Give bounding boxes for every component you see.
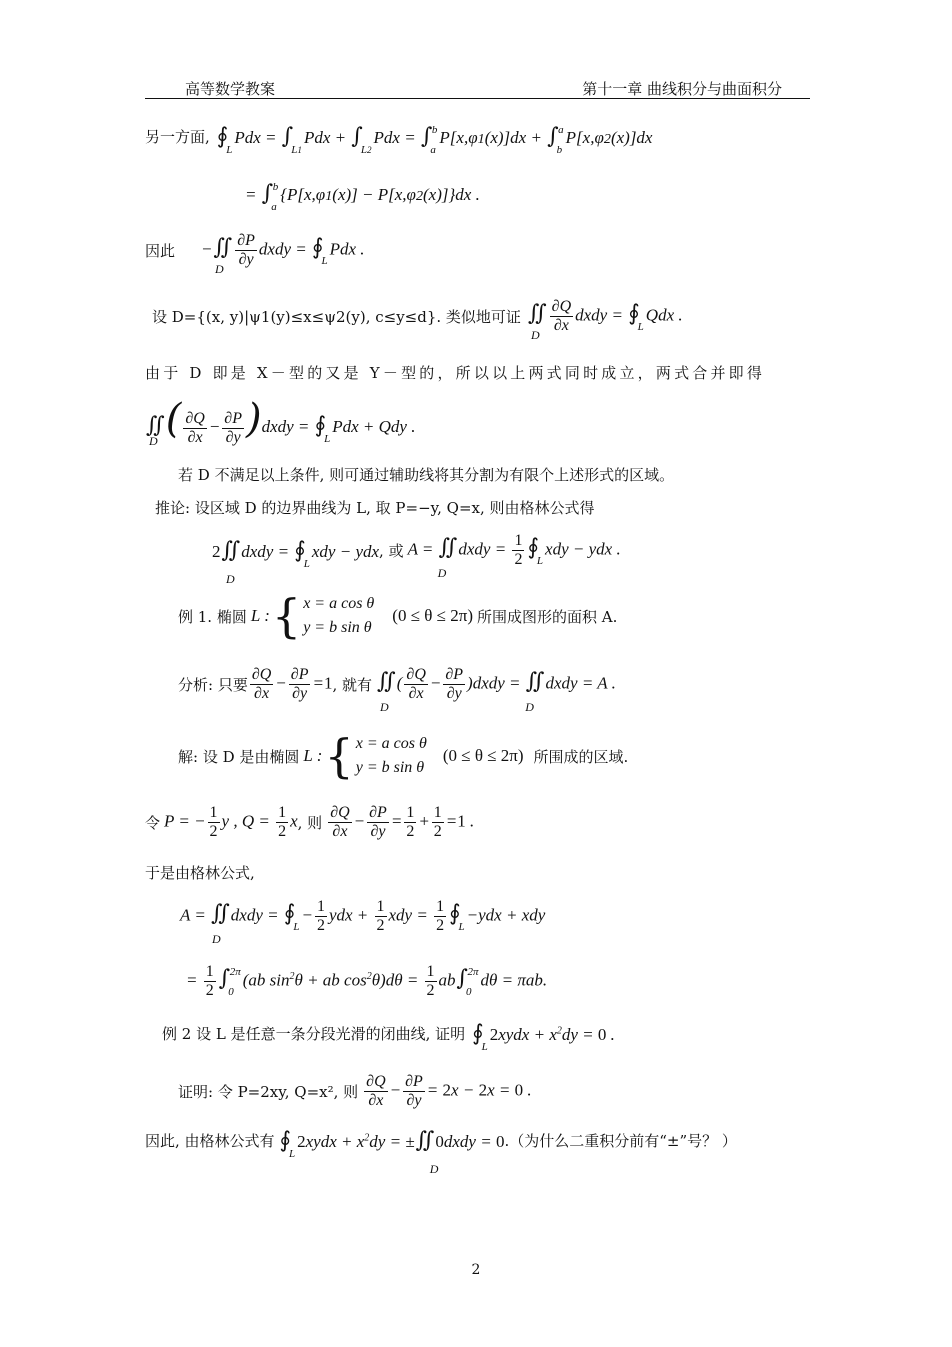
line-4 — [152, 298, 683, 342]
an-math-b: ∬ D ( $\frac{\partial Q}{\partial x}$ − $\frac{\partial P}{\partial y}$ )dxdy = ∬ D dxdy = A . — [377, 666, 616, 714]
let-then: , 则 — [297, 814, 323, 832]
conc-math: $∮_L2xydx + x^2dy$ = ±∬ D 0dxdy = 0 — [279, 1128, 505, 1176]
ex2-math: $∮_L2xydx + x^2dy = 0$ . — [472, 1021, 615, 1053]
l2-math: = $\int_a^b$ {P[x,φ1(x)] − P[x,φ2(x)]}dx . — [245, 181, 480, 213]
example-2 — [162, 1021, 615, 1053]
solution: 解: 设 D 是由椭圆 L : { x = a cos θ y = b sin θ (0 ≤ θ ≤ 2π) 所围成的区域. — [178, 729, 629, 783]
an-math-a: $\frac{\partial Q}{\partial x}$ − $\frac{\partial P}{\partial y}$ =1 — [251, 666, 333, 702]
line-8 — [155, 497, 595, 518]
area-math-2: = $\frac{1}{2}$ $\int_0^{2\pi}$ (ab $\sin^2\theta$ + ab $\cos^2\theta)d\theta$ = $\frac{1}{2}$ $ab\int_0^{2\pi}$ dθ = πab. — [186, 963, 548, 999]
line-5 — [145, 362, 765, 383]
conclusion — [145, 1128, 737, 1176]
sol-brace: { — [324, 729, 354, 783]
sol-label: 解: 设 D 是由椭圆 — [178, 747, 300, 766]
ex1-label: 例 1. 椭圆 — [178, 607, 247, 626]
ex1-brace: { — [271, 589, 302, 643]
l7-text: 若 D 不满足以上条件, 则可通过辅助线将其分割为有限个上述形式的区域。 — [178, 466, 675, 484]
an-label: 分析: 只要 — [178, 676, 248, 694]
l3-intro: 因此 — [145, 242, 176, 260]
ex2-text: 例 2 设 L 是任意一条分段光滑的闭曲线, 证明 — [162, 1025, 466, 1043]
conc-tail: .（为什么二重积分前有“±”号？ ） — [504, 1132, 737, 1150]
sol-system: x = a cos θ y = b sin θ — [355, 735, 427, 776]
line-9 — [212, 532, 621, 586]
page-header — [145, 74, 810, 99]
line-3 — [145, 232, 365, 276]
header-left: 高等数学教案 — [185, 80, 276, 98]
l9-math-b: A = ∬ D dxdy = $\frac{1}{2}$ $∮_Lxdy$ − ydx . — [407, 532, 621, 580]
proof — [178, 1073, 532, 1110]
page-number: 2 — [471, 1262, 481, 1278]
l3-math: −∬ D $\frac{\partial P}{\partial y}$ dxdy = $∮_LPdx$ . — [201, 232, 365, 276]
l9-or: , 或 — [379, 542, 404, 560]
ex1-system: x = a cos θ y = b sin θ — [303, 595, 375, 636]
let-label: 令 — [145, 814, 161, 832]
conc-label: 因此, 由格林公式有 — [145, 1132, 275, 1150]
ex1-text: 所围成图形的面积 A. — [477, 607, 618, 626]
l1-intro: 另一方面, — [145, 128, 210, 146]
l8-text: 推论: 设区域 D 的边界曲线为 L, 取 P=−y, Q=x, 则由格林公式得 — [155, 499, 595, 517]
line-7 — [178, 464, 674, 485]
green-text: 于是由格林公式, — [145, 864, 255, 882]
pf-label: 证明: 令 P=2xy, Q=x², 则 — [178, 1083, 359, 1101]
l6-math: ∬ D ( $\frac{\partial Q}{\partial x}$ − $\frac{\partial P}{\partial y}$ )dxdy = $∮_LPdx$ + Qdy . — [146, 396, 416, 448]
sol-text: 所围成的区域. — [533, 747, 629, 766]
pf-math: $\frac{\partial Q}{\partial x}$ − $\frac{\partial P}{\partial y}$ = 2x − 2x = 0 . — [366, 1073, 532, 1109]
line-1 — [145, 124, 653, 156]
an-mid: , 就有 — [332, 676, 372, 694]
ex1-range: (0 ≤ θ ≤ 2π) — [392, 606, 474, 625]
analysis — [178, 666, 616, 714]
line-2 — [245, 181, 480, 213]
l5-text: 由于 D 即是 X－型的又是 Y－型的，所以以上两式同时成立，两式合并即得 — [145, 364, 766, 382]
let-math-b: $\frac{\partial Q}{\partial x}$ − $\frac{\partial P}{\partial y}$ = $\frac{1}{2}$ + $\frac{1}{2}$ =1 . — [330, 804, 475, 840]
l4-math: ∬ D $\frac{\partial Q}{\partial x}$ dxdy = $∮_LQdx$ . — [527, 298, 683, 342]
let-line — [145, 804, 474, 841]
area-math-1: A = ∬ D dxdy = $∮_L-$ $\frac{1}{2}$ ydx + $\frac{1}{2}$ xdy = $\frac{1}{2}$ $∮_L-ydx$ + xdy — [180, 898, 546, 946]
area-eq-1 — [180, 898, 546, 946]
l1-math: $∮_LPdx = \int_{L1}Pdx + \int_{L2}Pdx = \int_a^b$ $P[x,\varphi 1(x)]dx + \int_b^a$ P[x,φ2(x)]dx — [216, 124, 653, 156]
header-right: 第十一章 曲线积分与曲面积分 — [582, 80, 782, 98]
let-math-a: P = − $\frac{1}{2}$ y , Q = $\frac{1}{2}$ x — [164, 804, 298, 840]
green-line — [145, 862, 255, 883]
l9-math-a: 2∬ D dxdy = $∮_Lxdy$ − ydx — [212, 538, 380, 586]
area-eq-2 — [186, 963, 547, 1000]
line-6 — [145, 396, 415, 447]
l4-intro: 设 D={(x, y)|ψ1(y)≤x≤ψ2(y), c≤y≤d}. 类似地可证 — [152, 308, 521, 326]
sol-range: (0 ≤ θ ≤ 2π) — [442, 746, 524, 765]
example-1: 例 1. 椭圆 L : { x = a cos θ y = b sin θ (0 ≤ θ ≤ 2π) 所围成图形的面积 A. — [178, 589, 618, 643]
